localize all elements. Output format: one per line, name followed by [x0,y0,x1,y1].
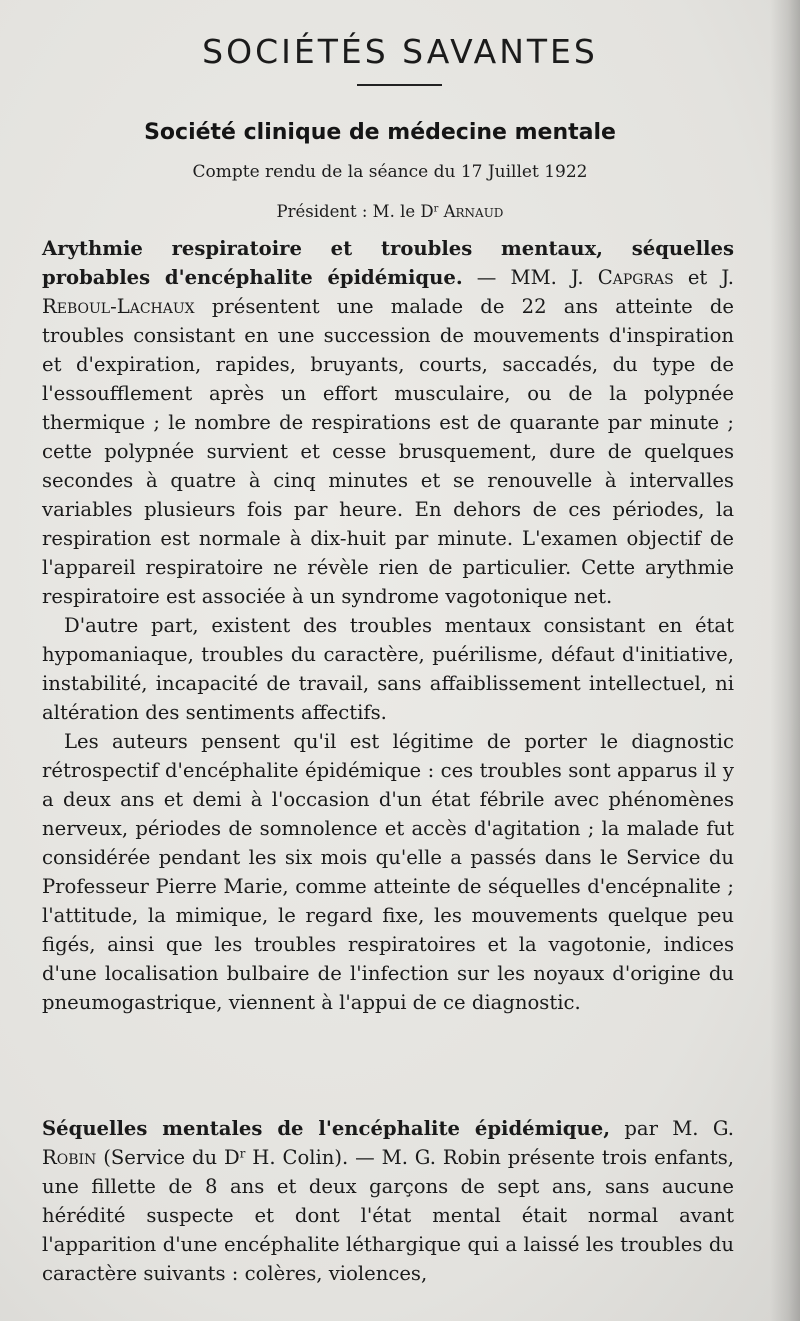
article1-heading: Arythmie respiratoire et troubles mentaux, séquelles probables d'encéphalite épidémique. [42,237,734,289]
president-sup: r [433,203,439,215]
article-sequelles [42,1114,734,1288]
article1-authors-join: et J. [673,266,734,289]
title-rule [357,84,442,86]
article2-text: — M. G. Robin présente trois enfants, une fillette de 8 ans et deux garçons de sept ans, sans aucune hérédité suspecte et dont l'état mental était normal avant l'apparition d'une encéphalite léthargique qui a laissé les troubles du caractère suivants : colères, violences, [42,1146,734,1285]
president-prefix: Président : M. le D [276,202,434,221]
article2-author: Robin [42,1146,97,1169]
meeting-line: Compte rendu de la séance du 17 Juillet 1922 [192,162,588,182]
article2-by: par M. G. [610,1117,734,1140]
article2-paragraph1 [42,1114,734,1288]
article1-paragraph1 [42,234,734,611]
article1-authors-prefix: — MM. J. [462,266,598,289]
article2-service-rest: H. Colin). [245,1146,349,1169]
article1-paragraph2: D'autre part, existent des troubles mentaux consistant en état hypomaniaque, troubles du caractère, puérilisme, défaut d'initiative, instabilité, incapacité de travail, sans affaiblissement intellectuel, ni altération des sentiments affectifs. [42,614,734,724]
president-name: Arnaud [443,202,504,221]
president-line [0,202,780,221]
article1-paragraph3: Les auteurs pensent qu'il est légitime de porter le diagnostic rétrospectif d'encéphalite épidémique : ces troubles sont apparus il y a deux ans et demi à l'occasion d'un état fébrile avec phénomènes nerveux, périodes de somnolence et accès d'agitation ; la malade fut considérée pendant les six mois qu'elle a passés dans le Service du Professeur Pierre Marie, comme atteinte de séquelles d'encépnalite ; l'attitude, la mimique, le regard fixe, les mouvements quelque peu figés, ainsi que les troubles respiratoires et la vagotonie, indices d'une localisation bulbaire de l'infection sur les noyaux d'origine du pneumogastrique, viennent à l'appui de ce diagnostic. [42,730,734,1014]
article1-author1: Capgras [597,266,674,289]
article-arythmie [42,234,734,1017]
article2-heading: Séquelles mentales de l'encéphalite épidémique, [42,1117,611,1140]
society-heading: Société clinique de médecine mentale [144,120,616,145]
article2-service-sup: r [239,1146,246,1161]
section-title: SOCIÉTÉS SAVANTES [202,32,598,71]
article1-author2: Reboul-Lachaux [42,295,195,318]
page-edge-shadow [770,0,800,1321]
article2-service-prefix: (Service du D [96,1146,240,1169]
article1-p1-text: présentent une malade de 22 ans atteinte de troubles consistant en une succession de mouvements d'inspiration et d'expiration, rapides, bruyants, courts, saccadés, du type de l'essoufflement après un effort musculaire, ou de la polypnée thermique ; le nombre de respirations est de quarante par minute ; cette polypnée survient et cesse brusquement, dure de quelques secondes à quatre à cinq minutes et se renouvelle à intervalles variables plusieurs fois par heure. En dehors de ces périodes, la respiration est normale à dix-huit par minute. L'examen objectif de l'appareil respiratoire ne révèle rien de particulier. Cette arythmie respiratoire est associée à un syndrome vagotonique net. [42,295,734,608]
